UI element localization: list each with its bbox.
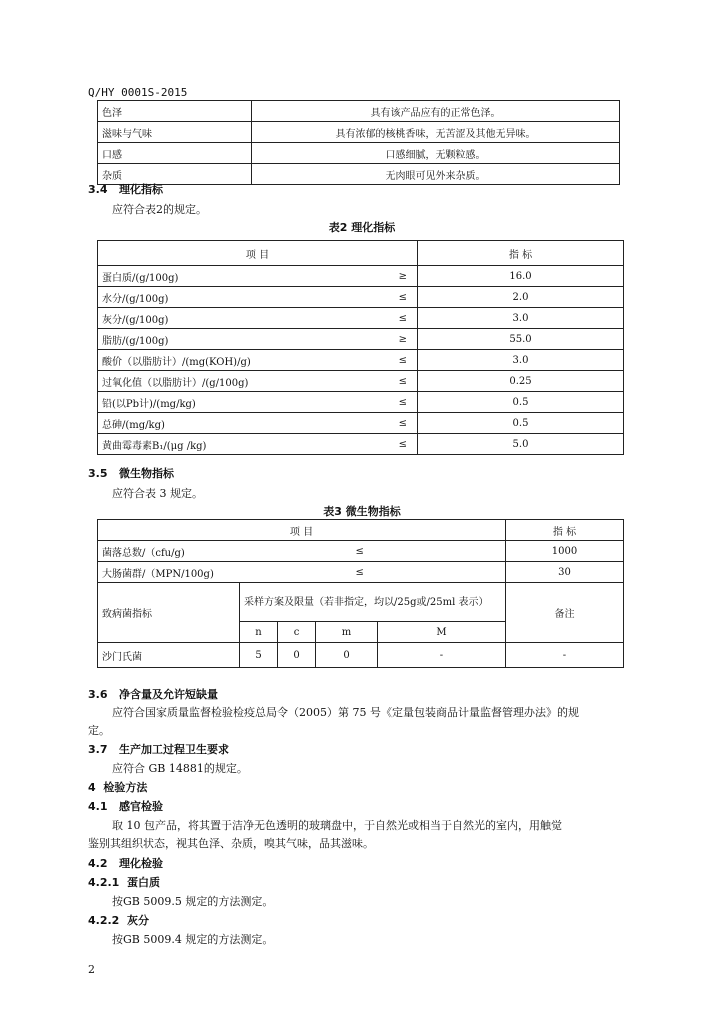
table-cell: 55.0	[418, 329, 624, 350]
table-cell: 采样方案及限量（若非指定，均以/25g或/25ml 表示）	[240, 583, 506, 622]
table-caption: 表3 微生物指标	[323, 505, 401, 518]
table-cell: ≥	[322, 329, 418, 350]
table2	[97, 240, 624, 455]
section-heading	[88, 855, 163, 871]
table-cell: 致病菌指标	[98, 583, 240, 643]
section-heading	[88, 181, 163, 197]
section-text: 应符合表2的规定。	[112, 203, 207, 216]
table-header-row	[98, 241, 624, 266]
table-row	[98, 541, 624, 562]
table-row	[98, 101, 620, 122]
table-cell: 滋味与气味	[98, 122, 252, 143]
section-number: 4.2	[88, 857, 108, 870]
table-cell: 口感	[98, 143, 252, 164]
table-cell: 总砷/(mg/kg)	[98, 413, 322, 434]
table-cell: 脂肪/(g/100g)	[98, 329, 322, 350]
section-heading	[88, 686, 218, 702]
section-title: 净含量及允许短缺量	[119, 688, 218, 701]
section-heading	[88, 741, 229, 757]
table-cell: ≤	[322, 287, 418, 308]
section-title: 理化指标	[119, 183, 163, 196]
section-title: 生产加工过程卫生要求	[119, 743, 229, 756]
table-header-cell: 指 标	[506, 520, 624, 541]
section-heading	[88, 465, 174, 481]
table-cell: 5	[240, 643, 278, 668]
table-row	[98, 122, 620, 143]
table-cell: m	[316, 622, 378, 643]
table-cell: 大肠菌群/（MPN/100g)	[98, 562, 316, 583]
table-cell: ≤	[322, 413, 418, 434]
section-title: 蛋白质	[127, 876, 160, 889]
section-heading	[88, 779, 147, 795]
section-number: 3.4	[88, 183, 108, 196]
section-heading	[88, 798, 163, 814]
table-cell: -	[378, 643, 506, 668]
table-row	[98, 143, 620, 164]
table-cell: 0.25	[418, 371, 624, 392]
section-number: 4	[88, 781, 96, 794]
sensory-table	[97, 100, 620, 185]
table-cell: ≤	[322, 434, 418, 455]
table-row	[98, 266, 624, 287]
table-cell: 灰分/(g/100g)	[98, 308, 322, 329]
section-text: 取 10 包产品，将其置于洁净无色透明的玻璃盘中，于自然光或相当于自然光的室内，用触觉	[112, 819, 562, 832]
table-cell: 沙门氏菌	[98, 643, 240, 668]
table-cell: 3.0	[418, 350, 624, 371]
section-text: 按GB 5009.4 规定的方法测定。	[112, 933, 274, 946]
table-row	[98, 413, 624, 434]
table-row	[98, 350, 624, 371]
table-cell: ≥	[322, 266, 418, 287]
table-cell: 备注	[506, 583, 624, 643]
table-cell: c	[278, 622, 316, 643]
table-caption: 表2 理化指标	[328, 221, 396, 234]
table-row	[98, 308, 624, 329]
section-number: 4.2.1	[88, 876, 120, 889]
section-number: 3.5	[88, 467, 108, 480]
table-cell: 5.0	[418, 434, 624, 455]
table-cell: 无肉眼可见外来杂质。	[252, 164, 620, 185]
table-cell: 口感细腻，无颗粒感。	[252, 143, 620, 164]
table-cell: 1000	[506, 541, 624, 562]
table-header-cell: 项 目	[98, 241, 418, 266]
table-cell: 水分/(g/100g)	[98, 287, 322, 308]
table-row	[98, 329, 624, 350]
table-cell: 具有浓郁的核桃香味，无苦涩及其他无异味。	[252, 122, 620, 143]
table-cell: 黄曲霉毒素B₁/(μg /kg)	[98, 434, 322, 455]
section-text: 鉴别其组织状态，视其色泽、杂质，嗅其气味，品其滋味。	[88, 837, 374, 850]
table-cell: ≤	[322, 392, 418, 413]
section-number: 4.1	[88, 800, 108, 813]
table-cell: 蛋白质/(g/100g)	[98, 266, 322, 287]
table-cell: ≤	[322, 350, 418, 371]
table-cell: 0.5	[418, 392, 624, 413]
page-number: 2	[88, 963, 95, 976]
doc-code: Q/HY 0001S-2015	[88, 86, 188, 99]
section-number: 3.6	[88, 688, 108, 701]
table-cell: 0	[278, 643, 316, 668]
table-cell: ≤	[316, 562, 506, 583]
section-title: 灰分	[127, 914, 149, 927]
table-cell: 酸价（以脂肪计）/(mg(KOH)/g)	[98, 350, 322, 371]
section-text: 定。	[88, 724, 110, 737]
section-title: 检验方法	[103, 781, 148, 794]
section-text: 按GB 5009.5 规定的方法测定。	[112, 895, 274, 908]
table-cell: ≤	[322, 371, 418, 392]
table-row	[98, 583, 624, 622]
section-title: 理化检验	[119, 857, 163, 870]
table-cell: M	[378, 622, 506, 643]
table-row	[98, 371, 624, 392]
table-cell: n	[240, 622, 278, 643]
table-cell: 30	[506, 562, 624, 583]
table-row	[98, 562, 624, 583]
table-row	[98, 287, 624, 308]
table-cell: 色泽	[98, 101, 252, 122]
section-number: 4.2.2	[88, 914, 120, 927]
table3	[97, 519, 624, 668]
table-cell: -	[506, 643, 624, 668]
table-cell: 0	[316, 643, 378, 668]
table-cell: 铅(以Pb计)/(mg/kg)	[98, 392, 322, 413]
table-cell: 过氧化值（以脂肪计）/(g/100g)	[98, 371, 322, 392]
section-title: 感官检验	[119, 800, 163, 813]
section-text: 应符合国家质量监督检验检疫总局令（2005）第 75 号《定量包装商品计量监督管理办法》的规	[112, 706, 579, 719]
table-cell: 0.5	[418, 413, 624, 434]
table-row	[98, 392, 624, 413]
section-text: 应符合表 3 规定。	[112, 487, 203, 500]
section-heading	[88, 874, 160, 890]
table-cell: 杂质	[98, 164, 252, 185]
table-cell: 3.0	[418, 308, 624, 329]
table-header-cell: 指 标	[418, 241, 624, 266]
table-row	[98, 643, 624, 668]
section-title: 微生物指标	[119, 467, 174, 480]
table-cell: 具有该产品应有的正常色泽。	[252, 101, 620, 122]
table-row	[98, 164, 620, 185]
table-cell: 菌落总数/（cfu/g)	[98, 541, 316, 562]
table-cell: ≤	[322, 308, 418, 329]
table-cell: 2.0	[418, 287, 624, 308]
section-text: 应符合 GB 14881的规定。	[112, 762, 248, 775]
table-header-row	[98, 520, 624, 541]
section-number: 3.7	[88, 743, 108, 756]
table-cell: 16.0	[418, 266, 624, 287]
table-cell: ≤	[316, 541, 506, 562]
table-header-cell: 项 目	[98, 520, 506, 541]
section-heading	[88, 912, 149, 928]
table-row	[98, 434, 624, 455]
